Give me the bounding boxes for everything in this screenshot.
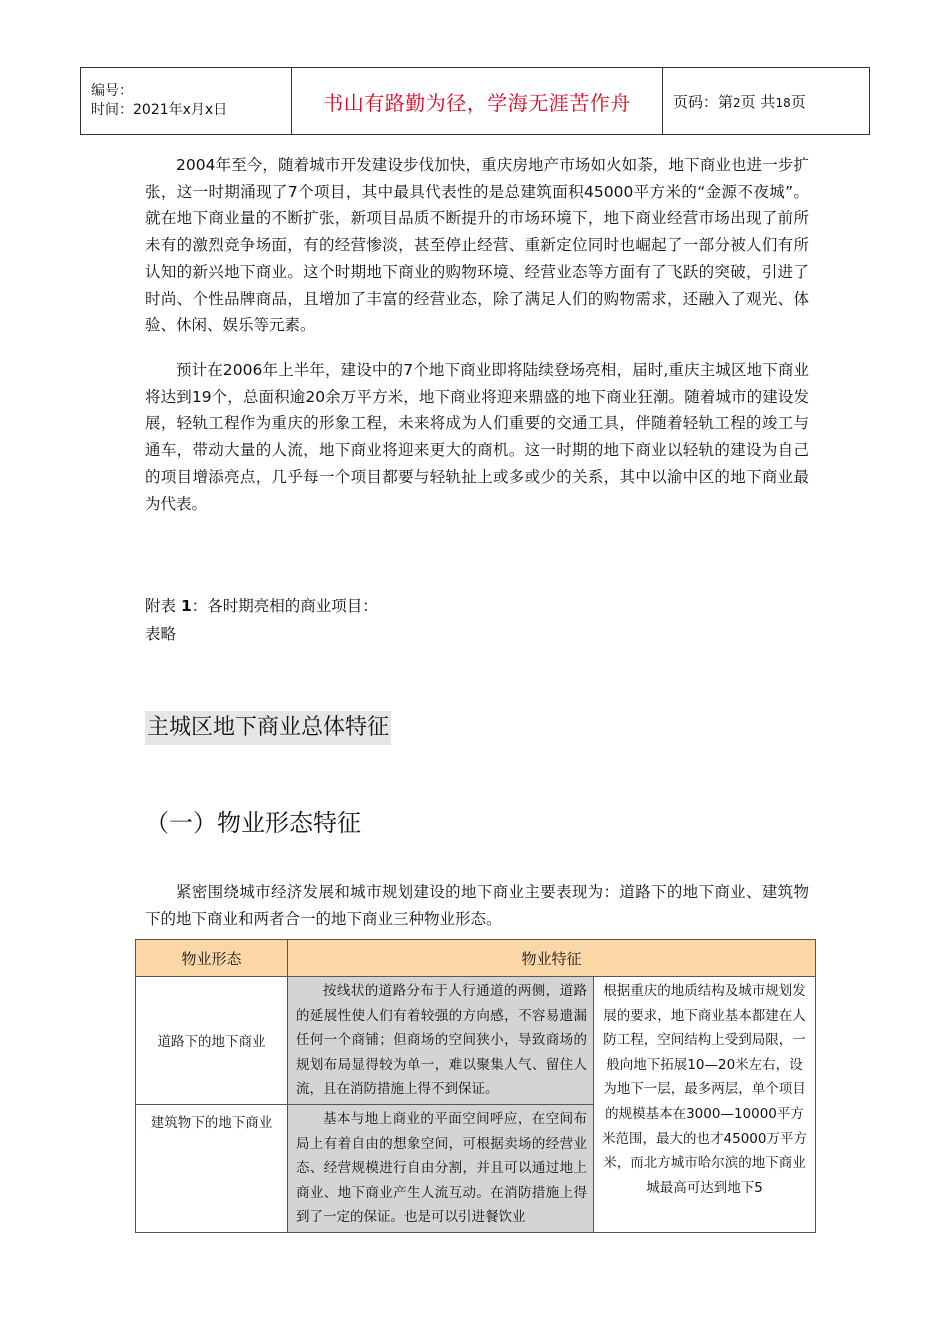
header-meta [81, 68, 292, 135]
table-cell-feature: 基本与地上商业的平面空间呼应，在空间布局上有着自由的想象空间，可根据卖场的经营业态、经营规模进行自由分割，并且可以通过地上商业、地下商业产生人流互动。在消防措施上得到了一定的保证。也是可以引进餐饮业 [288, 1104, 594, 1232]
header-motto: 书山有路勤为径，学海无涯苦作舟 [292, 68, 663, 135]
table-cell-type: 建筑物下的地下商业 [136, 1104, 288, 1232]
appendix-prefix: 附表 [145, 597, 177, 615]
page-current: 2 [733, 95, 741, 110]
page-header [80, 67, 870, 135]
appendix-number: 1 [180, 597, 192, 615]
table-cell-shared-feature: 根据重庆的地质结构及城市规划发展的要求，地下商业基本都建在人防工程，空间结构上受到局限，一般向地下拓展10—20米左右，设为地下一层，最多两层，单个项目的规模基本在3000—10000平方米范围，最大的也才45000万平方米，而北方城市哈尔滨的地下商业城最高可达到地下5 [594, 977, 816, 1233]
page-indicator [663, 68, 870, 135]
table-header-type: 物业形态 [136, 940, 288, 977]
page-prefix: 页码：第 [673, 92, 734, 111]
document-number: 编号： [91, 83, 133, 99]
page-total: 18 [775, 95, 791, 110]
table-omitted-note: 表略 [145, 625, 177, 643]
section-title: 主城区地下商业总体特征 [145, 711, 391, 745]
page-suffix: 页 [790, 92, 806, 111]
appendix-rest: ：各时期亮相的商业项目： [191, 597, 378, 615]
page-middle: 页 共 [740, 92, 776, 111]
subsection-title: （一）物业形态特征 [145, 809, 361, 837]
table-header-feature: 物业特征 [288, 940, 816, 977]
table-cell-feature: 按线状的道路分布于人行通道的两侧，道路的延展性使人们有着较强的方向感，不容易遗漏任何一个商铺；但商场的空间狭小，导致商场的规划布局显得较为单一，难以聚集人气、留住人流，且在消防措施上得不到保证。 [288, 977, 594, 1105]
document-date: 时间：2021年x月x日 [91, 102, 228, 118]
appendix-caption [145, 593, 378, 620]
body-paragraph-3: 紧密围绕城市经济发展和城市规划建设的地下商业主要表现为：道路下的地下商业、建筑物下的地下商业和两者合一的地下商业三种物业形态。 [145, 883, 809, 928]
table-header-row [136, 940, 816, 977]
body-paragraph-2: 预计在2006年上半年，建设中的7个地下商业即将陆续登场亮相，届时,重庆主城区地下商业将达到19个，总面积逾20余万平方米，地下商业将迎来鼎盛的地下商业狂潮。随着城市的建设发展，轻轨工程作为重庆的形象工程，未来将成为人们重要的交通工具，伴随着轻轨工程的竣工与通车，带动大量的人流，地下商业将迎来更大的商机。这一时期的地下商业以轻轨的建设为自己的项目增添亮点，几乎每一个项目都要与轻轨扯上或多或少的关系，其中以渝中区的地下商业最为代表。 [145, 361, 809, 513]
property-feature-table [135, 939, 816, 1233]
table-row [136, 977, 816, 1105]
body-paragraph-1: 2004年至今，随着城市开发建设步伐加快，重庆房地产市场如火如荼，地下商业也进一步扩张，这一时期涌现了7个项目，其中最具代表性的是总建筑面积45000平方米的“金源不夜城”。就在地下商业量的不断扩张，新项目品质不断提升的市场环境下，地下商业经营市场出现了前所未有的激烈竞争场面，有的经营惨淡，甚至停止经营、重新定位同时也崛起了一部分被人们有所认知的新兴地下商业。这个时期地下商业的购物环境、经营业态等方面有了飞跃的突破，引进了时尚、个性品牌商品，且增加了丰富的经营业态，除了满足人们的购物需求，还融入了观光、体验、休闲、娱乐等元素。 [145, 156, 809, 335]
table-cell-type: 道路下的地下商业 [136, 977, 288, 1105]
